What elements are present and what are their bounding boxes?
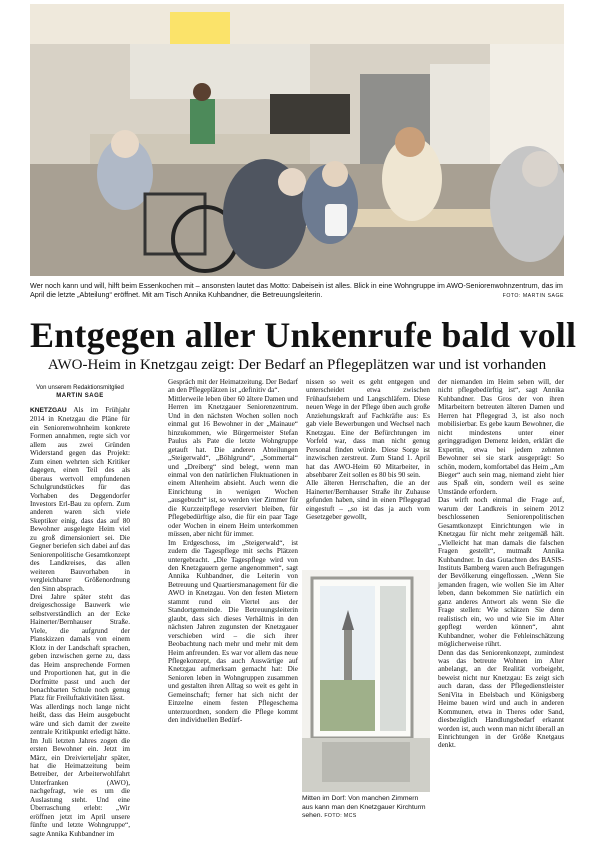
window-photo (302, 570, 430, 792)
article-column-2 (168, 378, 298, 725)
article-paragraph: Mittlerweile leben über 60 ältere Damen und Herren im Knetzgauer Seniorenzentrum. Und in den nächsten Wochen sollen noch einmal gut 16 Bewohner in der „Mainaue“ hinzukommen, wie Bürgermeister Stefan Paulus als Pate die letzte Wohngruppe getauft hat. Die anderen Abteilungen „Steigerwald“, „Böhlgrund“, „Sommertal“ und „Dreiberg“ sind belegt, wenn man einmal von den natürlichen Fluktuationen in einem Altenheim absieht. Auch wenn die Einrichtung in wenigen Wochen „ausgebucht“ ist, so werden vier Zimmer für die Kurzzeitpflege reserviert bleiben, für Pflegebedürftige also, die für ein paar Tage oder Wochen in einem Heim unterkommen müssen, aber nicht für immer. (168, 394, 298, 539)
article-paragraph (30, 406, 130, 593)
article-paragraph: Drei Jahre später steht das dreigeschossige Bauwerk wie selbstverständlich an der Ecke Hainerter/Bernhauser Straße. Viele, die aufgrund der Planskizzen damals von einem Klotz in der Landschaft sprachen, geben inzwischen gerne zu, dass das Heim ansprechende Formen und Proportionen hat, gut in die Dorfmitte passt und auch der benachbarten Schule noch genug Platz für Freiluftaktivitäten lässt. (30, 592, 130, 703)
subheadline: AWO-Heim in Knetzgau zeigt: Der Bedarf an Pflegeplätzen war und ist vorhanden (47, 357, 547, 373)
article-paragraph: der niemanden im Heim sehen will, der nicht pflegebedürftig ist“, sagt Annika Kuhbandner. Das Gros der von ihren Mitarbeitern betreuten älteren Damen und Herren hat Pflegegrad 3, ist also noch mobilisierbar. Es gebe kaum Bewohner, die nicht mindestens unter einer geringgradigen Demenz leiden, erklärt die Expertin, etwa bei jedem zehnten Bewohner sei sie stark ausgeprägt: So schön, modern, komfortabel das Heim „Am Bieger“ auch sein mag, niemand zieht hier aus Spaß ein, sondern weil es seine Umstände erfordern. (438, 378, 564, 496)
article-paragraph: Im Erdgeschoss, im „Steigerwald“, ist zudem die Tagespflege mit sechs Plätzen untergebracht. „Die Tagespflege wird von den Knetzgauern gerne angenommen“, sagt Annika Kuhbandner, die Leiterin von Betreuung und Quartiersmanagement für die AWO in Knetzgau. Von den festen Mietern stammt rund ein Viertel aus der Standortgemeinde. Die Betreuungsleiterin glaubt, dass sich dieses Verhältnis in den nächsten Jahren zugunsten der Knetzgauer verschieben wird – die sich ihrer Beobachtung nach mehr und mehr mit dem Heim anfreunden. Es war vor allem das neue Pflegekonzept, das auch Auswärtige auf Knetzgau aufmerksam gemacht hat: Die Senioren leben in Wohngruppen zusammen und gestalten ihren Alltag so weit es geht in Gemeinschaft; ferner hat sich nicht der Einzelne einem festen Pflegeschema unterzuordnen, sondern die Pflege kommt den individuellen Bedürf- (168, 538, 298, 725)
headline: Entgegen aller Unkenrufe bald voll (30, 315, 577, 355)
dateline: KNETZGAU (30, 407, 67, 414)
photo-caption (30, 281, 564, 301)
church-view-photo (302, 570, 430, 792)
byline (30, 384, 130, 400)
paragraph-text: Als im Frühjahr 2014 in Knetzgau die Pläne für ein Seniorenwohnheim konkrete Formen annahmen, regte sich vor allem aus zwei Gründen Widerstand gegen das Projekt: Zum einen wehrten sich Kritiker dagegen, einen Teil des als überaus wertvoll empfundenen Schulgrundstückes für das Vorhaben des Deggendorfer Investors Erl-Bau zu opfern. Zum anderen waren sich viele Skeptiker einig, dass das auf 80 Bewohner ausgelegte Heim viel zu groß dimensioniert sei. Die Gegner beriefen sich dabei auf das Seniorenpolitische Gesamtkonzept des Landkreises, das allen weiteren Bauvorhaben in vergleichbarer Größenordnung den Sinn absprach. (30, 406, 131, 593)
window-photo-credit: FOTO: MCS (324, 813, 357, 820)
article-column-1 (30, 406, 130, 838)
article-paragraph: Was allerdings noch lange nicht heißt, dass das Heim ausgebucht wäre und sich damit der zweite zentrale Kritikpunkt erledigt hätte. Im Juli letzten Jahres zogen die ersten Bewohner ein. Jetzt im März, ein Dreivierteljahr später, hat die Heimatzeitung beim Betreiber, der Arbeiterwohlfahrt Unterfranken (AWO), nachgefragt, wie es um die Auslastung steht. Und eine Überraschung erlebt: „Wir eröffnen jetzt im April unsere fünfte und letzte Wohngruppe“, sagte Annika Kuhbandner im (30, 702, 130, 838)
photo-credit: FOTO: MARTIN SAGE (502, 293, 564, 299)
article-column-3 (306, 378, 430, 522)
article-paragraph: nissen so weit es geht entgegen und unterscheidet etwa zwischen Frühaufstehern und Langschläfern. Diese neuen Wege in der Pflege üben auch große Anziehungskraft auf Fachkräfte aus: Es gab viele Bewerbungen und Wechsel nach Knetzgau. Eine der Befürchtungen im Vorfeld war, dass man nicht genug Personal finden würde. Diese Sorge ist inzwischen zerstreut. Zum Stand 1. April hat das AWO-Heim 60 Mitarbeiter, in absehbarer Zeit sollen es 80 bis 90 sein. (306, 378, 430, 479)
photo-caption-text: Wer noch kann und will, hilft beim Essenkochen mit – ansonsten lautet das Motto: Dabeisein ist alles. Blick in eine Wohngruppe im AWO-Seniorenwohnzentrum, das im April die letzte „Abteilung“ eröffnet. Mit am Tisch Annika Kuhbandner, die Betreuungsleiterin. (30, 281, 563, 299)
kitchen-dining-photo (30, 4, 564, 276)
article-paragraph: Gespräch mit der Heimatzeitung. Der Bedarf an den Pflegeplätzen ist „definitiv da“. (168, 378, 298, 395)
article-paragraph: Denn das das Seniorenkonzept, zumindest was das betreute Wohnen im Alter anbelangt, an der Realität vorbeigeht, beweist nicht nur Knetzgau: Es zeigt sich auch daran, dass der Pflegedienstleister SeniVita in Ebelsbach und Königsberg Heime bauen wird und auch in anderen Kommunen, etwa in Theres oder Sand, diesbezüglich Handlungsbedarf erkannt worden ist, auch wenn man nicht überall an Einrichtungen in der Größe Knetgaus denkt. (438, 648, 564, 750)
window-photo-caption (302, 795, 430, 821)
window-caption-text: Mitten im Dorf: Von manchen Zimmern aus kann man den Knetzgauer Kirchturm sehen. (302, 795, 426, 820)
article-paragraph: Alle älteren Herrschaften, die an der Hainerter/Bernhauser Straße ihr Zuhause gefunden haben, sind in einen Pflegegrad eingestuft – „so ist das ja auch vom Gesetzgeber gewollt, (306, 479, 430, 522)
byline-author: MARTIN SAGE (56, 393, 104, 399)
article-paragraph: Das wirft noch einmal die Frage auf, warum der Landkreis in seinem 2012 beschlossenen Seniorenpolitischen Gesamtkonzept Einrichtungen wie in Knetzgau für nicht mehr zeitgemäß hält. „Vielleicht hat man damals die falschen Fragen gestellt“, mutmaßt Annika Kuhbandner. In das Gutachten des BASIS-Instituts Bamberg waren auch Befragungen der Bevölkerung eingeflossen. „Wenn Sie jemanden fragen, wie wollen Sie im Alter leben, dann bekommen Sie natürlich ein ganz anderes Antwort als wenn Sie die Frage stellen: Wie schätzen Sie denn realistisch ein, wo und wie Sie im Alter gepflegt werden können“, ahnt Kuhbandner, woher die Fehleinschätzung möglicherweise rührt. (438, 496, 564, 649)
byline-prefix: Von unserem Redaktionsmitglied (36, 385, 124, 391)
article-column-4 (438, 378, 564, 750)
main-photo (30, 4, 564, 276)
